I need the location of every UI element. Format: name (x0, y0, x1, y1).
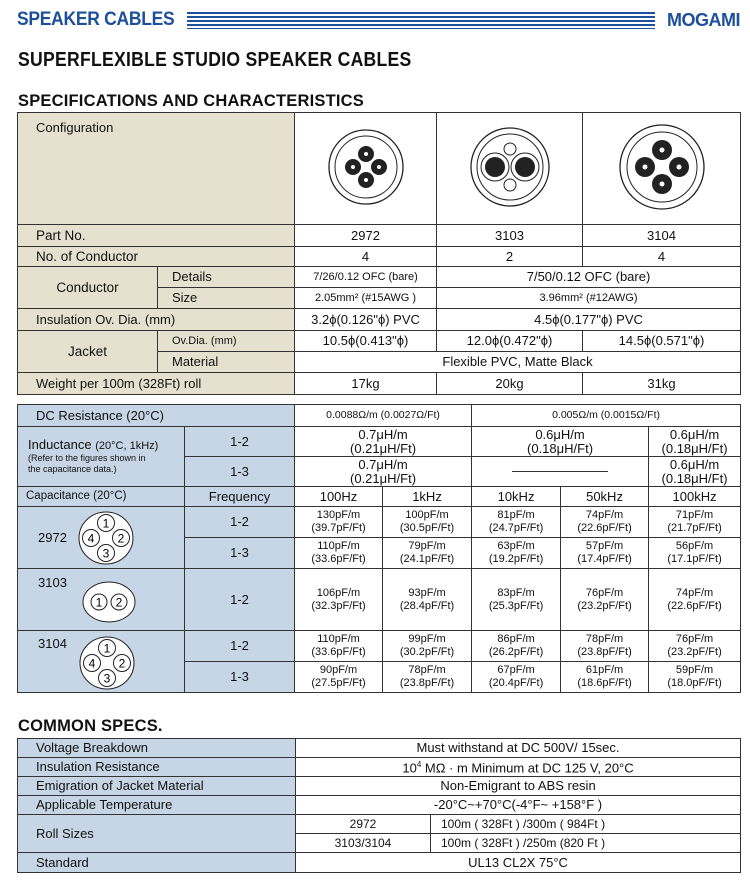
page-title: SUPERFLEXIBLE STUDIO SPEAKER CABLES (18, 49, 412, 71)
pin-2-label: 2 (118, 656, 126, 671)
cable-3103-diagram (437, 113, 583, 225)
part-no-3104: 3104 (583, 225, 741, 247)
ind-3104-13: 0.6μH/m (0.18μH/Ft) (649, 457, 741, 487)
cap-2972-13-100khz: 56pF/m (17.1pF/Ft) (649, 538, 741, 569)
pair-label: 1-2 (185, 507, 295, 538)
freq-50khz: 50kHz (561, 487, 649, 507)
cap-3104-13-100khz: 59pF/m (18.0pF/Ft) (649, 662, 741, 693)
cable-3103-label: 3103 (38, 575, 67, 590)
material-value: Flexible PVC, Matte Black (295, 352, 741, 373)
inductance-label-block (18, 427, 185, 487)
cap-3104-13-10khz: 67pF/m (20.4pF/Ft) (472, 662, 561, 693)
details-2972: 7/26/0.12 OFC (bare) (295, 267, 437, 288)
cap-2972-12-100hz: 130pF/m (39.7pF/Ft) (295, 507, 383, 538)
inductance-pair-1-2: 1-2 (185, 427, 295, 457)
pair-label: 1-2 (185, 569, 295, 631)
roll-part-2972: 2972 (296, 815, 431, 834)
specs-table (17, 112, 741, 395)
configuration-label: Configuration (18, 113, 295, 225)
cap-3104-13-1khz: 78pF/m (23.8pF/Ft) (383, 662, 472, 693)
cable-3104-diagram (583, 113, 741, 225)
cable-3104-pin-diagram (18, 631, 185, 693)
cap-2972-13-10khz: 63pF/m (19.2pF/Ft) (472, 538, 561, 569)
voltage-value: Must withstand at DC 500V/ 15sec. (296, 739, 741, 758)
pin-3-label: 3 (103, 671, 111, 686)
roll-3103-3104-value: 100m ( 328Ft ) /250m (820 Ft ) (431, 834, 741, 853)
freq-100khz: 100kHz (649, 487, 741, 507)
cap-2972-12-1khz: 100pF/m (30.5pF/Ft) (383, 507, 472, 538)
inductance-note-2: the capacitance data.) (28, 464, 117, 474)
size-2972: 2.05mm² (#15AWG ) (295, 288, 437, 309)
page-header (17, 9, 740, 33)
cap-2972-12-10khz: 81pF/m (24.7pF/Ft) (472, 507, 561, 538)
ind-3103-13-na (472, 457, 649, 487)
size-label: Size (158, 288, 295, 309)
freq-10khz: 10kHz (472, 487, 561, 507)
details-3103-3104: 7/50/0.12 OFC (bare) (437, 267, 741, 288)
cap-2972-13-1khz: 79pF/m (24.1pF/Ft) (383, 538, 472, 569)
temperature-label: Applicable Temperature (18, 796, 296, 815)
ovdia-3104: 14.5ϕ(0.571"ϕ) (583, 331, 741, 352)
specs-heading: SPECIFICATIONS AND CHARACTERISTICS (18, 92, 364, 110)
num-conductor-3103: 2 (437, 247, 583, 267)
cap-3104-12-1khz: 99pF/m (30.2pF/Ft) (383, 631, 472, 662)
num-conductor-2972: 4 (295, 247, 437, 267)
pair-label: 1-3 (185, 538, 295, 569)
emigration-value: Non-Emigrant to ABS resin (296, 777, 741, 796)
ovdia-label: Ov.Dia. (mm) (158, 331, 295, 352)
ind-2972-13: 0.7μH/m (0.21μH/Ft) (295, 457, 472, 487)
material-label: Material (158, 352, 295, 373)
category-title: SPEAKER CABLES (17, 9, 175, 30)
temperature-value: -20°C~+70°C(-4°F~ +158°F ) (296, 796, 741, 815)
insulation-label: Insulation Ov. Dia. (mm) (18, 309, 295, 331)
cap-3104-12-100khz: 76pF/m (23.2pF/Ft) (649, 631, 741, 662)
common-specs-heading: COMMON SPECS. (18, 717, 163, 735)
part-no-3103: 3103 (437, 225, 583, 247)
cap-2972-13-100hz: 110pF/m (33.6pF/Ft) (295, 538, 383, 569)
pin-4-label: 4 (87, 531, 94, 545)
ind-3103-12: 0.6μH/m (0.18μH/Ft) (472, 427, 649, 457)
cap-2972-13-50khz: 57pF/m (17.4pF/Ft) (561, 538, 649, 569)
cap-3103-12-100hz: 106pF/m (32.3pF/Ft) (295, 569, 383, 631)
common-specs-table (17, 738, 741, 873)
details-label: Details (158, 267, 295, 288)
insulation-3103-3104: 4.5ϕ(0.177"ϕ) PVC (437, 309, 741, 331)
dc-3103-3104: 0.005Ω/m (0.0015Ω/Ft) (472, 405, 741, 427)
weight-3104: 31kg (583, 373, 741, 395)
pin-2-label: 2 (115, 595, 123, 610)
conductor-label: Conductor (18, 267, 158, 309)
pair-label: 1-2 (185, 631, 295, 662)
capacitance-label: Capacitance (20°C) (18, 487, 185, 507)
emigration-label: Emigration of Jacket Material (18, 777, 296, 796)
cap-2972-12-50khz: 74pF/m (22.6pF/Ft) (561, 507, 649, 538)
pin-3-label: 3 (102, 546, 109, 560)
cap-3104-13-50khz: 61pF/m (18.6pF/Ft) (561, 662, 649, 693)
cable-2972-label: 2972 (38, 529, 67, 545)
pin-1-label: 1 (103, 641, 111, 656)
ind-3104-12: 0.6μH/m (0.18μH/Ft) (649, 427, 741, 457)
pin-4-label: 4 (88, 656, 96, 671)
pin-1-label: 1 (95, 595, 103, 610)
cap-3103-12-10khz: 83pF/m (25.3pF/Ft) (472, 569, 561, 631)
num-conductor-label: No. of Conductor (18, 247, 295, 267)
num-conductor-3104: 4 (583, 247, 741, 267)
roll-2972-value: 100m ( 328Ft ) /300m ( 984Ft ) (431, 815, 741, 834)
cable-2972-diagram (295, 113, 437, 225)
insulation-resistance-label: Insulation Resistance (18, 758, 296, 777)
freq-1khz: 1kHz (383, 487, 472, 507)
pair-label: 1-3 (185, 662, 295, 693)
cap-3103-12-1khz: 93pF/m (28.4pF/Ft) (383, 569, 472, 631)
pin-1-label: 1 (102, 516, 109, 530)
cap-3103-12-50khz: 76pF/m (23.2pF/Ft) (561, 569, 649, 631)
part-no-label: Part No. (18, 225, 295, 247)
cap-3104-13-100hz: 90pF/m (27.5pF/Ft) (295, 662, 383, 693)
cable-2972-pin-diagram (18, 507, 185, 569)
pin-2-label: 2 (117, 531, 124, 545)
voltage-label: Voltage Breakdown (18, 739, 296, 758)
cap-3103-12-100khz: 74pF/m (22.6pF/Ft) (649, 569, 741, 631)
weight-label: Weight per 100m (328Ft) roll (18, 373, 295, 395)
inductance-label: Inductance (28, 437, 92, 452)
size-3103-3104: 3.96mm² (#12AWG) (437, 288, 741, 309)
standard-value: UL13 CL2X 75°C (296, 853, 741, 873)
cap-2972-12-100khz: 71pF/m (21.7pF/Ft) (649, 507, 741, 538)
inductance-condition: (20°C, 1kHz) (95, 440, 159, 452)
inductance-note-1: (Refer to the figures shown in (28, 453, 146, 463)
roll-part-3103-3104: 3103/3104 (296, 834, 431, 853)
electrical-table (17, 404, 741, 693)
cap-3104-12-50khz: 78pF/m (23.8pF/Ft) (561, 631, 649, 662)
standard-label: Standard (18, 853, 296, 873)
jacket-label: Jacket (18, 331, 158, 373)
dc-resistance-label: DC Resistance (20°C) (18, 405, 295, 427)
header-rule (187, 12, 655, 29)
weight-2972: 17kg (295, 373, 437, 395)
freq-100hz: 100Hz (295, 487, 383, 507)
roll-sizes-label: Roll Sizes (18, 815, 296, 853)
weight-3103: 20kg (437, 373, 583, 395)
part-no-2972: 2972 (295, 225, 437, 247)
insulation-resistance-value: $10^4$ MΩ · m Minimum at DC 125 V, 20°C (296, 758, 741, 777)
cable-3104-label: 3104 (38, 636, 67, 651)
inductance-pair-1-3: 1-3 (185, 457, 295, 487)
cap-3104-12-100hz: 110pF/m (33.6pF/Ft) (295, 631, 383, 662)
dc-2972: 0.0088Ω/m (0.0027Ω/Ft) (295, 405, 472, 427)
frequency-label: Frequency (185, 487, 295, 507)
cap-3104-12-10khz: 86pF/m (26.2pF/Ft) (472, 631, 561, 662)
ovdia-3103: 12.0ϕ(0.472"ϕ) (437, 331, 583, 352)
cable-3103-pin-diagram (18, 569, 185, 631)
brand-logo: MOGAMI (667, 10, 740, 30)
insulation-2972: 3.2ϕ(0.126"ϕ) PVC (295, 309, 437, 331)
ovdia-2972: 10.5ϕ(0.413"ϕ) (295, 331, 437, 352)
ind-2972-12: 0.7μH/m (0.21μH/Ft) (295, 427, 472, 457)
